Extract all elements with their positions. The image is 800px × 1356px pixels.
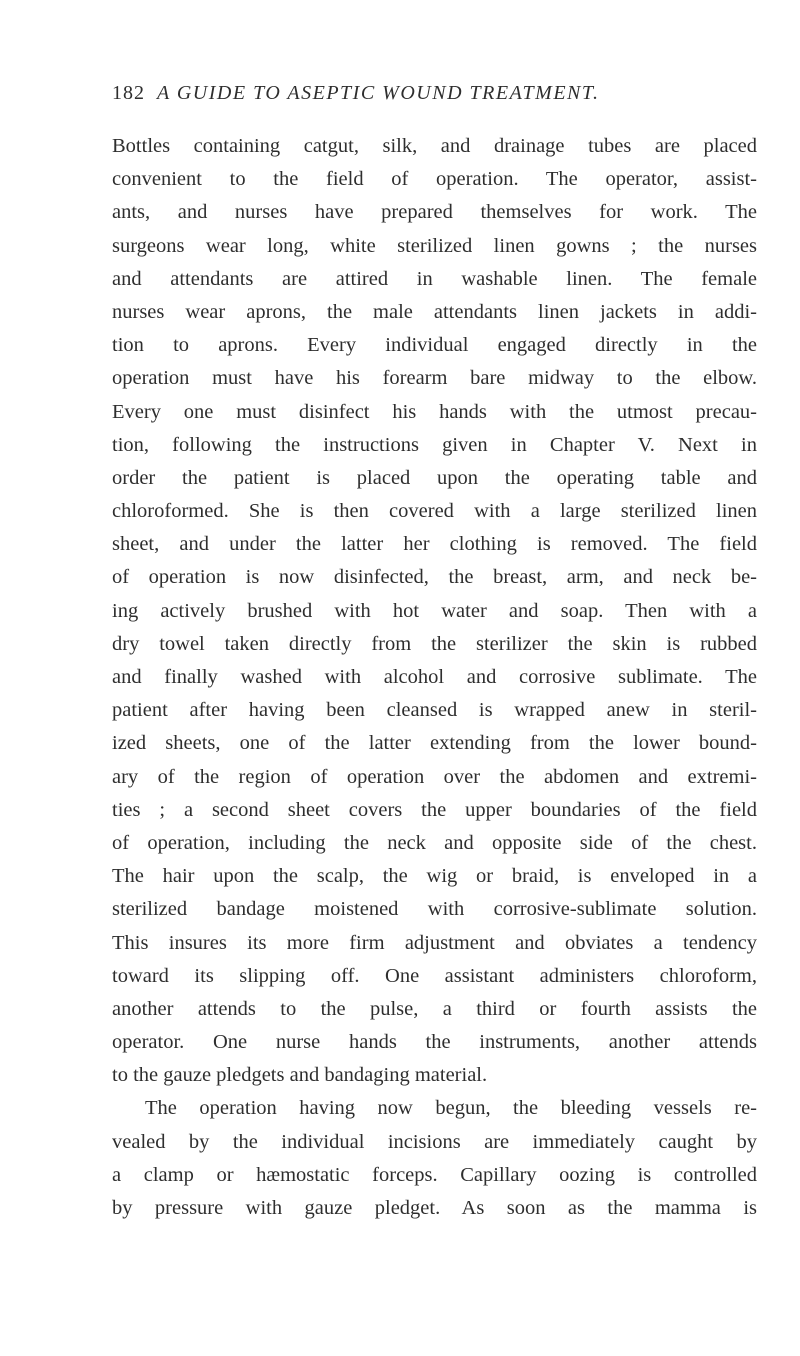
text-line: tion, following the instructions given in Chapter V. Next in (112, 433, 757, 456)
text-line: ants, and nurses have prepared themselves for work. The (112, 201, 757, 224)
text-line: Bottles containing catgut, silk, and drainage tubes are placed (112, 135, 757, 157)
text-line: to the gauze pledgets and bandaging material. (112, 1064, 488, 1087)
text-line: ized sheets, one of the latter extending from the lower bound- (112, 732, 757, 755)
text-line: surgeons wear long, white sterilized linen gowns ; the nurses (112, 234, 757, 257)
text-line: operation must have his forearm bare midway to the elbow. (112, 367, 757, 390)
text-line: patient after having been cleansed is wrapped anew in steril- (112, 699, 757, 722)
page-number: 182 (112, 82, 145, 104)
body-text (112, 130, 757, 1225)
text-line: ties ; a second sheet covers the upper boundaries of the field (112, 798, 757, 821)
text-line: ary of the region of operation over the abdomen and extremi- (112, 765, 757, 788)
text-line: chloroformed. She is then covered with a large sterilized linen (112, 500, 757, 523)
text-line: nurses wear aprons, the male attendants linen jackets in addi- (112, 300, 757, 323)
text-line: The operation having now begun, the bleeding vessels re- (145, 1097, 757, 1120)
text-line: tion to aprons. Every individual engaged directly in the (112, 334, 757, 357)
text-line: Every one must disinfect his hands with the utmost precau- (112, 400, 757, 423)
text-line: This insures its more firm adjustment and obviates a tendency (112, 931, 757, 954)
text-line: ing actively brushed with hot water and soap. Then with a (112, 599, 757, 622)
text-line: another attends to the pulse, a third or fourth assists the (112, 997, 757, 1020)
running-title: A GUIDE TO ASEPTIC WOUND TREATMENT. (157, 82, 600, 104)
text-line: convenient to the field of operation. The operator, assist- (112, 168, 757, 191)
text-line: order the patient is placed upon the operating table and (112, 466, 757, 489)
text-line: and finally washed with alcohol and corrosive sublimate. The (112, 666, 757, 688)
text-line: dry towel taken directly from the sterilizer the skin is rubbed (112, 632, 757, 655)
text-line: and attendants are attired in washable linen. The female (112, 267, 757, 290)
text-line: sterilized bandage moistened with corrosive-sublimate solution. (112, 898, 757, 921)
text-line: a clamp or hæmostatic forceps. Capillary oozing is controlled (112, 1163, 757, 1186)
text-line: operator. One nurse hands the instruments, another attends (112, 1031, 757, 1054)
text-line: sheet, and under the latter her clothing is removed. The field (112, 533, 757, 556)
text-line: vealed by the individual incisions are immediately caught by (112, 1130, 757, 1153)
running-head (112, 82, 762, 105)
text-line: of operation, including the neck and opposite side of the chest. (112, 831, 757, 854)
text-line: toward its slipping off. One assistant administers chloroform, (112, 964, 757, 987)
text-line: The hair upon the scalp, the wig or braid, is enveloped in a (112, 865, 757, 888)
text-line: of operation is now disinfected, the breast, arm, and neck be- (112, 566, 757, 589)
text-line: by pressure with gauze pledget. As soon as the mamma is (112, 1197, 757, 1219)
